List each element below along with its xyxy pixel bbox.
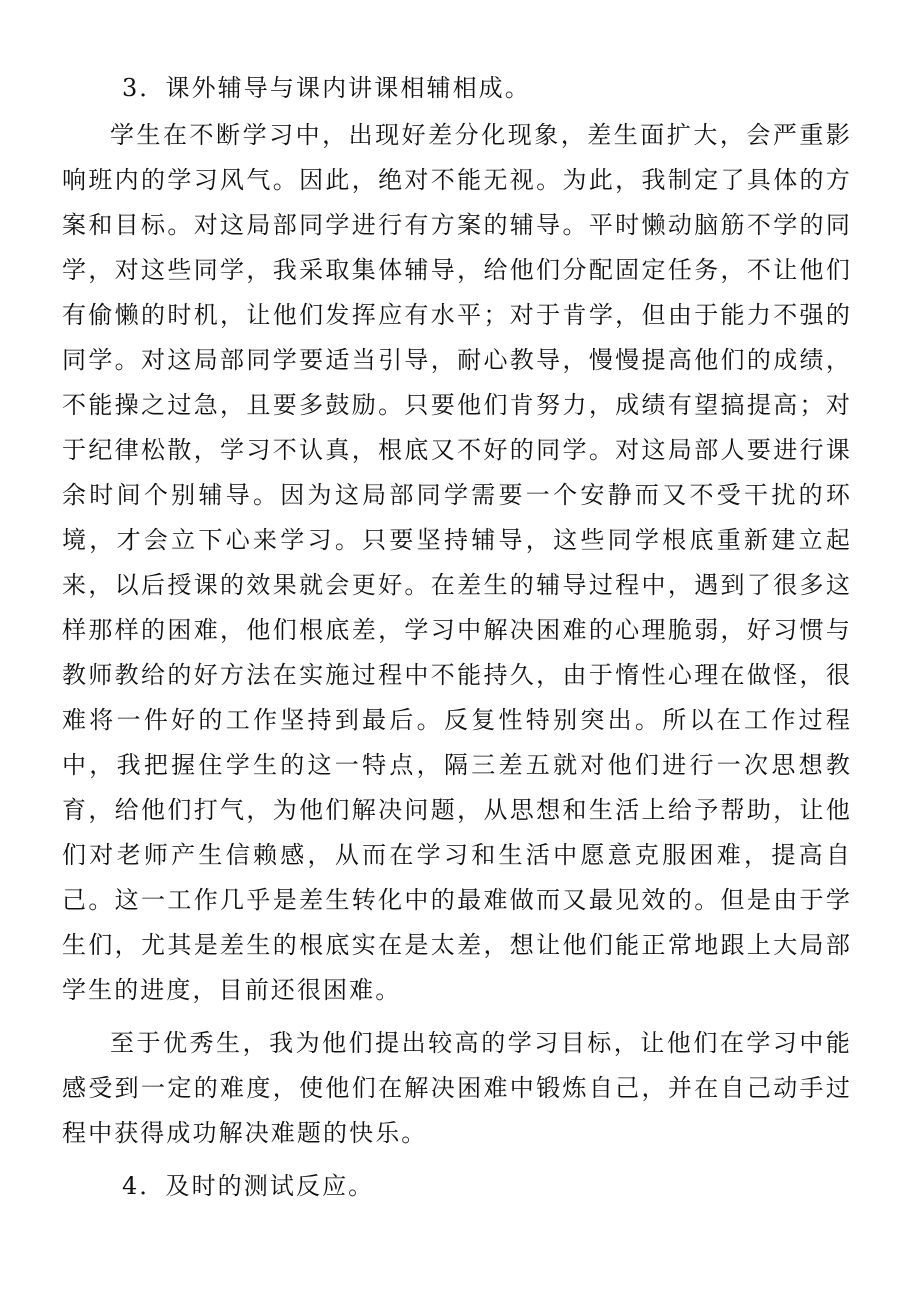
paragraph-remedial-tutoring: 学生在不断学习中，出现好差分化现象，差生面扩大，会严重影响班内的学习风气。因此，绝对不能无视。为此，我制定了具体的方案和目标。对这局部同学进行有方案的辅导。平时懒动脑筋不学的同学，对这些同学，我采取集体辅导，给他们分配固定任务，不让他们有偷懒的时机，让他们发挥应有水平；对于肯学，但由于能力不强的同学。对这局部同学要适当引导，耐心教导，慢慢提高他们的成绩，不能操之过急，且要多鼓励。只要他们肯努力，成绩有望搞提高；对于纪律松散，学习不认真，根底又不好的同学。对这局部人要进行课余时间个别辅导。因为这局部同学需要一个安静而又不受干扰的环境，才会立下心来学习。只要坚持辅导，这些同学根底重新建立起来，以后授课的效果就会更好。在差生的辅导过程中，遇到了很多这样那样的困难，他们根底差，学习中解决困难的心理脆弱，好习惯与教师教给的好方法在实施过程中不能持久，由于惰性心理在做怪，很难将一件好的工作坚持到最后。反复性特别突出。所以在工作过程中，我把握住学生的这一特点，隔三差五就对他们进行一次思想教育，给他们打气，为他们解决问题，从思想和生活上给予帮助，让他们对老师产生信赖感，从而在学习和生活中愿意克服困难，提高自己。这一工作几乎是差生转化中的最难做而又最见效的。但是由于学生们，尤其是差生的根底实在是太差，想让他们能正常地跟上大局部学生的进度，目前还很困难。 <box>62 121 852 1004</box>
section-4-heading: 4．及时的测试反应。 <box>122 1172 375 1200</box>
section-3-heading: 3．课外辅导与课内讲课相辅相成。 <box>122 74 531 102</box>
paragraph-excellent-students: 至于优秀生，我为他们提出较高的学习目标，让他们在学习中能感受到一定的难度，使他们在解决困难中锻炼自己，并在自己动手过程中获得成功解决难题的快乐。 <box>62 1029 852 1147</box>
document-body <box>62 66 852 1209</box>
